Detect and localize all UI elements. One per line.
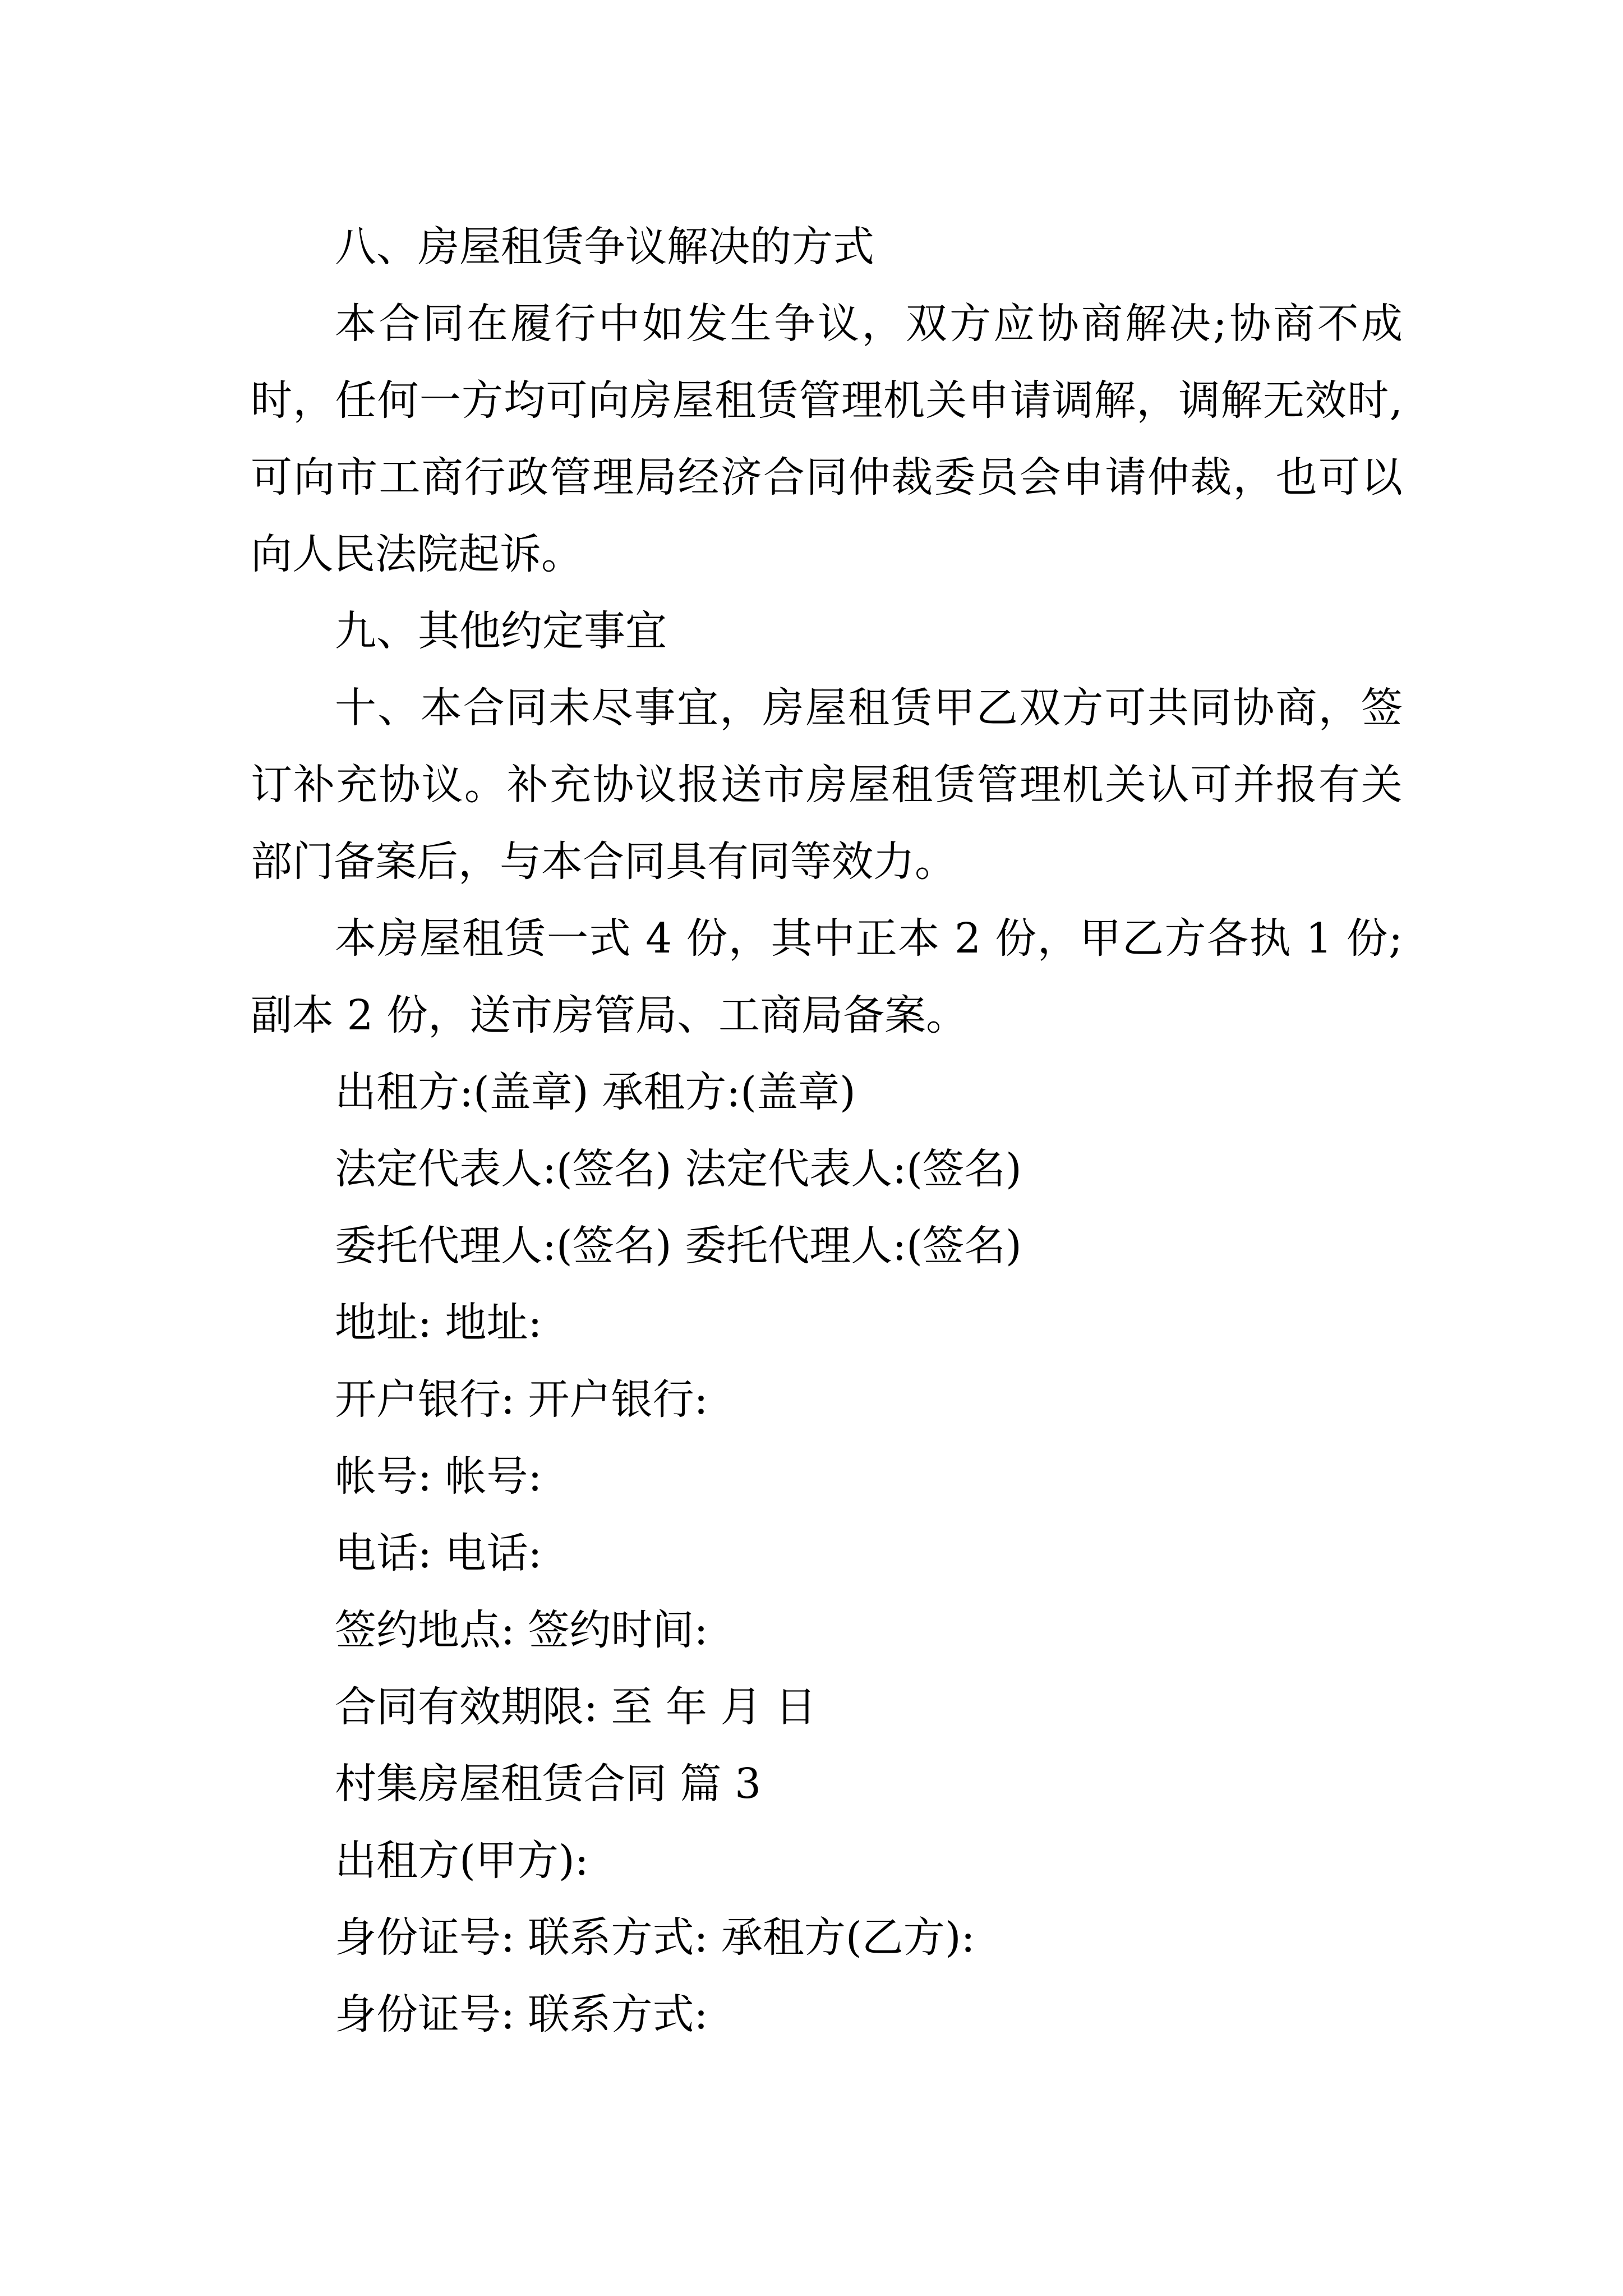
- section-heading-dispute-resolution: 八、房屋租赁争议解决的方式: [335, 223, 874, 271]
- signature-line-seal: 出租方:(盖章) 承租方:(盖章): [335, 1068, 856, 1116]
- paragraph-supplementary-agreement: 十、本合同未尽事宜，房屋租赁甲乙双方可共同协商，签订补充协议。补充协议报送市房屋租赁管理机关认可并报有关部门备案后，与本合同具有同等效力。: [251, 684, 1403, 886]
- field-line-id-contact: 身份证号: 联系方式:: [335, 1990, 708, 2039]
- signature-line-legal-rep: 法定代表人:(签名) 法定代表人:(签名): [335, 1145, 1022, 1193]
- field-line-signing-place-time: 签约地点: 签约时间:: [335, 1606, 708, 1654]
- document-body: [251, 209, 1403, 2053]
- field-line-phone: 电话: 电话:: [335, 1529, 542, 1577]
- paragraph-dispute-resolution: 本合同在履行中如发生争议，双方应协商解决;协商不成时，任何一方均可向房屋租赁管理机关申请调解，调解无效时,可向市工商行政管理局经济合同仲裁委员会申请仲裁，也可以向人民法院起诉。: [251, 300, 1403, 578]
- field-line-lessor: 出租方(甲方):: [335, 1837, 589, 1885]
- section-heading-other-matters: 九、其他约定事宜: [335, 607, 667, 655]
- field-line-validity-period: 合同有效期限: 至 年 月 日: [335, 1683, 817, 1731]
- field-line-bank: 开户银行: 开户银行:: [335, 1375, 708, 1424]
- signature-line-agent: 委托代理人:(签名) 委托代理人:(签名): [335, 1222, 1022, 1270]
- field-line-address: 地址: 地址:: [335, 1299, 542, 1347]
- contract-title-part-3: 村集房屋租赁合同 篇 3: [335, 1760, 762, 1808]
- field-line-id-contact-lessee: 身份证号: 联系方式: 承租方(乙方):: [335, 1913, 975, 1962]
- field-line-account: 帐号: 帐号:: [335, 1452, 542, 1501]
- paragraph-copies: 本房屋租赁一式 4 份，其中正本 2 份，甲乙方各执 1 份;副本 2 份，送市房管局、工商局备案。: [251, 914, 1403, 1039]
